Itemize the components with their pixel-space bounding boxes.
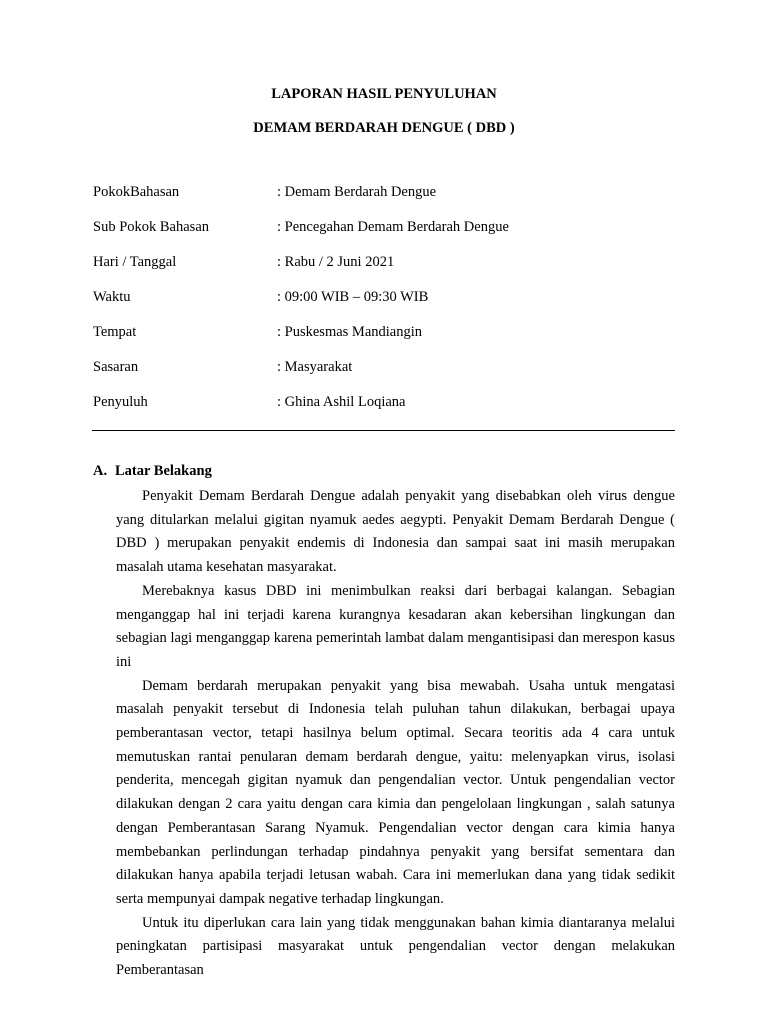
info-value: : Masyarakat bbox=[277, 359, 353, 375]
document-subtitle: DEMAM BERDARAH DENGUE ( DBD ) bbox=[253, 120, 515, 136]
info-value: : Ghina Ashil Loqiana bbox=[277, 394, 406, 410]
info-label: Penyuluh bbox=[93, 394, 148, 410]
info-label: PokokBahasan bbox=[93, 184, 180, 200]
paragraph: Untuk itu diperlukan cara lain yang tidak menggunakan bahan kimia diantaranya melalui peningkatan partisipasi masyarakat untuk pengendalian vector dengan melakukan Pemberantasan bbox=[116, 914, 675, 979]
document-title: LAPORAN HASIL PENYULUHAN bbox=[271, 86, 497, 102]
section-heading bbox=[93, 463, 212, 480]
section-body bbox=[116, 485, 675, 983]
section-letter: A. bbox=[93, 463, 108, 479]
info-label: Hari / Tanggal bbox=[93, 254, 177, 270]
info-row bbox=[93, 324, 683, 359]
info-label: Sasaran bbox=[93, 359, 139, 375]
info-label: Sub Pokok Bahasan bbox=[93, 219, 209, 235]
info-label: Tempat bbox=[93, 324, 137, 340]
info-label: Waktu bbox=[93, 289, 131, 305]
info-row bbox=[93, 289, 683, 324]
paragraph: Demam berdarah merupakan penyakit yang bisa mewabah. Usaha untuk mengatasi masalah penyakit tersebut di Indonesia telah puluhan tahun dilakukan, berbagai upaya pemberantasan vector, tetapi hasilnya belum optimal. Secara teoritis ada 4 cara untuk memutuskan rantai penularan demam berdarah dengue, yaitu: melenyapkan virus, isolasi penderita, mencegah gigitan nyamuk dan pengendalian vector. Untuk pengendalian vector dilakukan dengan 2 cara yaitu dengan cara kimia dan pengelolaan lingkungan , salah satunya dengan Pemberantasan Sarang Nyamuk. Pengendalian vector dengan cara kimia hanya membebankan perlindungan terhadap pindahnya penyakit yang bersifat sementara dan dilakukan hanya apabila terjadi letusan wabah. Cara ini memerlukan dana yang tidak sedikit serta mempunyai dampak negative terhadap lingkungan. bbox=[116, 677, 675, 907]
info-row bbox=[93, 394, 683, 429]
section-heading-text: Latar Belakang bbox=[115, 463, 212, 479]
info-value: : 09:00 WIB – 09:30 WIB bbox=[277, 289, 429, 305]
info-value: : Pencegahan Demam Berdarah Dengue bbox=[277, 219, 509, 235]
info-row bbox=[93, 184, 683, 219]
info-value: : Rabu / 2 Juni 2021 bbox=[277, 254, 395, 270]
info-value: : Demam Berdarah Dengue bbox=[277, 184, 437, 200]
info-row bbox=[93, 359, 683, 394]
horizontal-divider bbox=[92, 430, 675, 431]
info-table bbox=[93, 184, 683, 429]
info-value: : Puskesmas Mandiangin bbox=[277, 324, 422, 340]
info-row bbox=[93, 254, 683, 289]
paragraph: Merebaknya kasus DBD ini menimbulkan reaksi dari berbagai kalangan. Sebagian menganggap hal ini terjadi karena kurangnya kesadaran akan kebersihan lingkungan dan sebagian lagi menganggap karena pemerintah lambat dalam mengantisipasi dan merespon kasus ini bbox=[116, 582, 675, 670]
paragraph: Penyakit Demam Berdarah Dengue adalah penyakit yang disebabkan oleh virus dengue yang ditularkan melalui gigitan nyamuk aedes aegypti. Penyakit Demam Berdarah Dengue ( DBD ) merupakan penyakit endemis di Indonesia dan sampai saat ini masih merupakan masalah utama kesehatan masyarakat. bbox=[116, 488, 675, 576]
info-row bbox=[93, 219, 683, 254]
